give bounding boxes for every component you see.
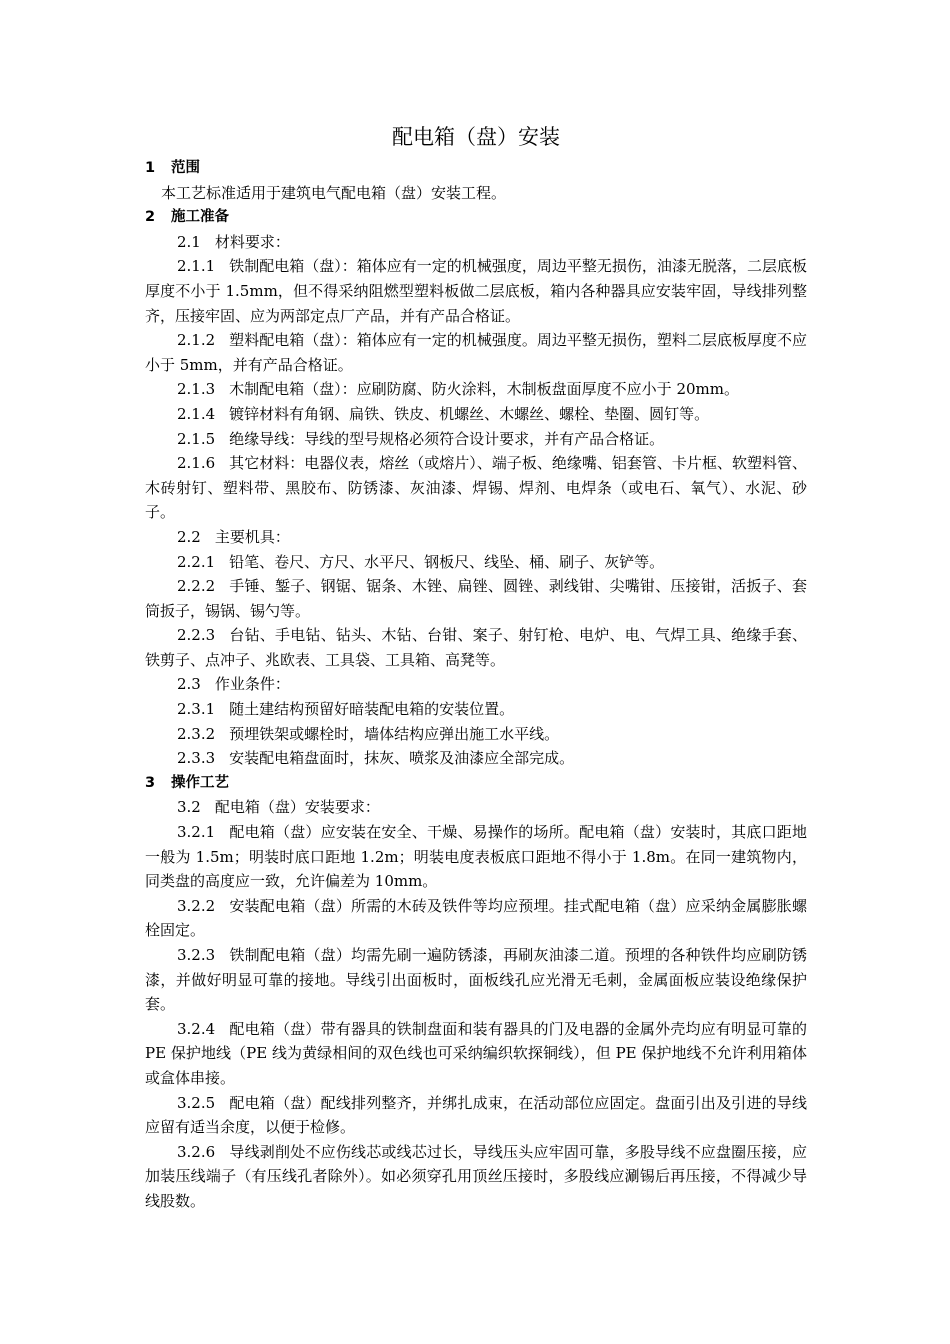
- clause-paragraph: [145, 1017, 807, 1091]
- clause-paragraph: [145, 402, 807, 427]
- clause-number: 3.2.1: [177, 823, 216, 842]
- clause-paragraph: [145, 525, 807, 550]
- clause-number: 2.1: [177, 232, 201, 251]
- clause-paragraph: [145, 672, 807, 697]
- clause-text: 铅笔、卷尺、方尺、水平尺、钢板尺、线坠、桶、刷子、灰铲等。: [229, 552, 665, 571]
- clause-number: 2.1.5: [177, 429, 216, 448]
- clause-paragraph: [145, 1091, 807, 1140]
- clause-text: 配电箱（盘）配线排列整齐，并绑扎成束，在活动部位应固定。盘面引出及引进的导线应留有适当余度，以便于检修。: [145, 1093, 807, 1137]
- clause-text: 塑料配电箱（盘）：箱体应有一定的机械强度。周边平整无损伤，塑料二层底板厚度不应小于 5mm，并有产品合格证。: [145, 331, 807, 374]
- clause-text: 铁制配电箱（盘）：箱体应有一定的机械强度，周边平整无损伤，油漆无脱落，二层底板厚度不小于 1.5mm，但不得采纳阻燃型塑料板做二层底板，箱内各种器具应安装牢固，导线排列整齐，压接牢固、应为两部定点厂产品，并有产品合格证。: [145, 257, 807, 325]
- clause-number: 2.3: [177, 675, 201, 694]
- clause-text: 绝缘导线：导线的型号规格必须符合设计要求，并有产品合格证。: [229, 429, 665, 448]
- clause-number: 2.3.3: [177, 749, 216, 768]
- clause-number: 2.1.3: [177, 380, 216, 399]
- clause-text: 材料要求：: [214, 232, 290, 251]
- clause-number: 3.2.6: [177, 1142, 216, 1161]
- clause-number: 2.3.2: [177, 724, 216, 743]
- clause-text: 配电箱（盘）带有器具的铁制盘面和装有器具的门及电器的金属外壳均应有明显可靠的 PE 保护地线（PE 线为黄绿相间的双色线也可采纳编织软探铜线），但 PE 保护地线不允许利用箱体或盒体串接。: [145, 1019, 807, 1087]
- clause-text: 安装配电箱（盘）所需的木砖及铁件等均应预埋。挂式配电箱（盘）应采纳金属膨胀螺栓固定。: [145, 896, 807, 940]
- clause-text: 手锤、錾子、钢锯、锯条、木锉、扁锉、圆锉、剥线钳、尖嘴钳、压接钳，活扳子、套筒扳子，锡锅、锡勺等。: [145, 577, 807, 620]
- clause-text: 镀锌材料有角钢、扁铁、铁皮、机螺丝、木螺丝、螺栓、垫圈、圆钉等。: [229, 404, 710, 423]
- clause-paragraph: [145, 574, 807, 623]
- section-heading: [145, 156, 807, 181]
- body-paragraph: 本工艺标准适用于建筑电气配电箱（盘）安装工程。: [161, 183, 507, 202]
- clause-paragraph: [145, 1140, 807, 1214]
- section-heading: [145, 205, 807, 230]
- clause-paragraph: [145, 697, 807, 722]
- document-title: 配电箱（盘）安装: [392, 125, 560, 149]
- clause-paragraph: [145, 377, 807, 402]
- clause-number: 3.2: [177, 798, 201, 817]
- clause-number: 2.2: [177, 527, 201, 546]
- clause-text: 配电箱（盘）安装要求：: [214, 798, 380, 817]
- section-number: 3: [145, 774, 156, 791]
- clause-text: 木制配电箱（盘）：应刷防腐、防火涂料，木制板盘面厚度不应小于 20mm。: [229, 380, 739, 399]
- clause-text: 台钻、手电钻、钻头、木钻、台钳、案子、射钉枪、电炉、电、气焊工具、绝缘手套、铁剪子、点冲子、兆欧表、工具袋、工具箱、高凳等。: [145, 626, 807, 669]
- clause-paragraph: [145, 820, 807, 894]
- clause-text: 导线剥削处不应伤线芯或线芯过长，导线压头应牢固可靠，多股导线不应盘圈压接，应加装压线端子（有压线孔者除外）。如必须穿孔用顶丝压接时，多股线应涮锡后再压接，不得减少导线股数。: [145, 1142, 807, 1210]
- clause-number: 2.1.6: [177, 454, 216, 473]
- clause-text: 随土建结构预留好暗装配电箱的安装位置。: [229, 700, 515, 719]
- section-heading: [145, 771, 807, 796]
- clause-text: 作业条件：: [214, 675, 290, 694]
- clause-number: 3.2.4: [177, 1019, 216, 1038]
- clause-number: 3.2.3: [177, 946, 216, 964]
- clause-number: 2.1.1: [177, 257, 216, 276]
- clause-paragraph: [145, 328, 807, 377]
- clause-number: 2.2.2: [177, 577, 216, 596]
- clause-number: 2.3.1: [177, 700, 216, 719]
- document-page: [145, 122, 807, 1214]
- section-number: 2: [145, 209, 156, 226]
- clause-text: 安装配电箱盘面时，抹灰、喷浆及油漆应全部完成。: [229, 749, 575, 768]
- section-number: 1: [145, 160, 156, 176]
- clause-paragraph: [145, 230, 807, 255]
- clause-number: 2.1.2: [177, 331, 216, 350]
- clause-paragraph: [145, 254, 807, 328]
- clause-paragraph: [145, 623, 807, 672]
- clause-text: 铁制配电箱（盘）均需先刷一遍防锈漆，再刷灰油漆二道。预埋的各种铁件均应刷防锈漆，并做好明显可靠的接地。导线引出面板时，面板线孔应光滑无毛刺，金属面板应装设绝缘保护套。: [145, 946, 807, 1014]
- clause-number: 2.2.3: [177, 626, 216, 645]
- clause-paragraph: [145, 795, 807, 820]
- clause-text: 配电箱（盘）应安装在安全、干燥、易操作的场所。配电箱（盘）安装时，其底口距地一般为 1.5m；明装时底口距地 1.2m；明装电度表板底口距地不得小于 1.8m。在同一建筑物内，同类盘的高度应一致，允许偏差为 10mm。: [145, 823, 807, 891]
- clause-text: 预埋铁架或螺栓时，墙体结构应弹出施工水平线。: [229, 724, 560, 743]
- clause-paragraph: [145, 746, 807, 771]
- section-heading-text: 操作工艺: [171, 774, 229, 791]
- clause-text: 其它材料：电器仪表，熔丝（或熔片）、端子板、绝缘嘴、铝套管、卡片框、软塑料管、木砖射钉、塑料带、黑胶布、防锈漆、灰油漆、焊锡、焊剂、电焊条（或电石、氧气）、水泥、砂子。: [145, 454, 807, 522]
- section-heading-text: 范围: [171, 160, 200, 176]
- clause-number: 2.1.4: [177, 404, 216, 423]
- clause-paragraph: [145, 722, 807, 747]
- clause-number: 3.2.5: [177, 1093, 216, 1112]
- clause-paragraph: [145, 943, 807, 1017]
- clause-paragraph: [145, 427, 807, 452]
- clause-text: 主要机具：: [214, 527, 290, 546]
- clause-number: 2.2.1: [177, 552, 216, 571]
- section-heading-text: 施工准备: [171, 209, 229, 226]
- clause-number: 3.2.2: [177, 896, 216, 915]
- clause-paragraph: [145, 550, 807, 575]
- document-body: [145, 156, 807, 1214]
- clause-paragraph: [145, 451, 807, 525]
- clause-paragraph: [145, 894, 807, 943]
